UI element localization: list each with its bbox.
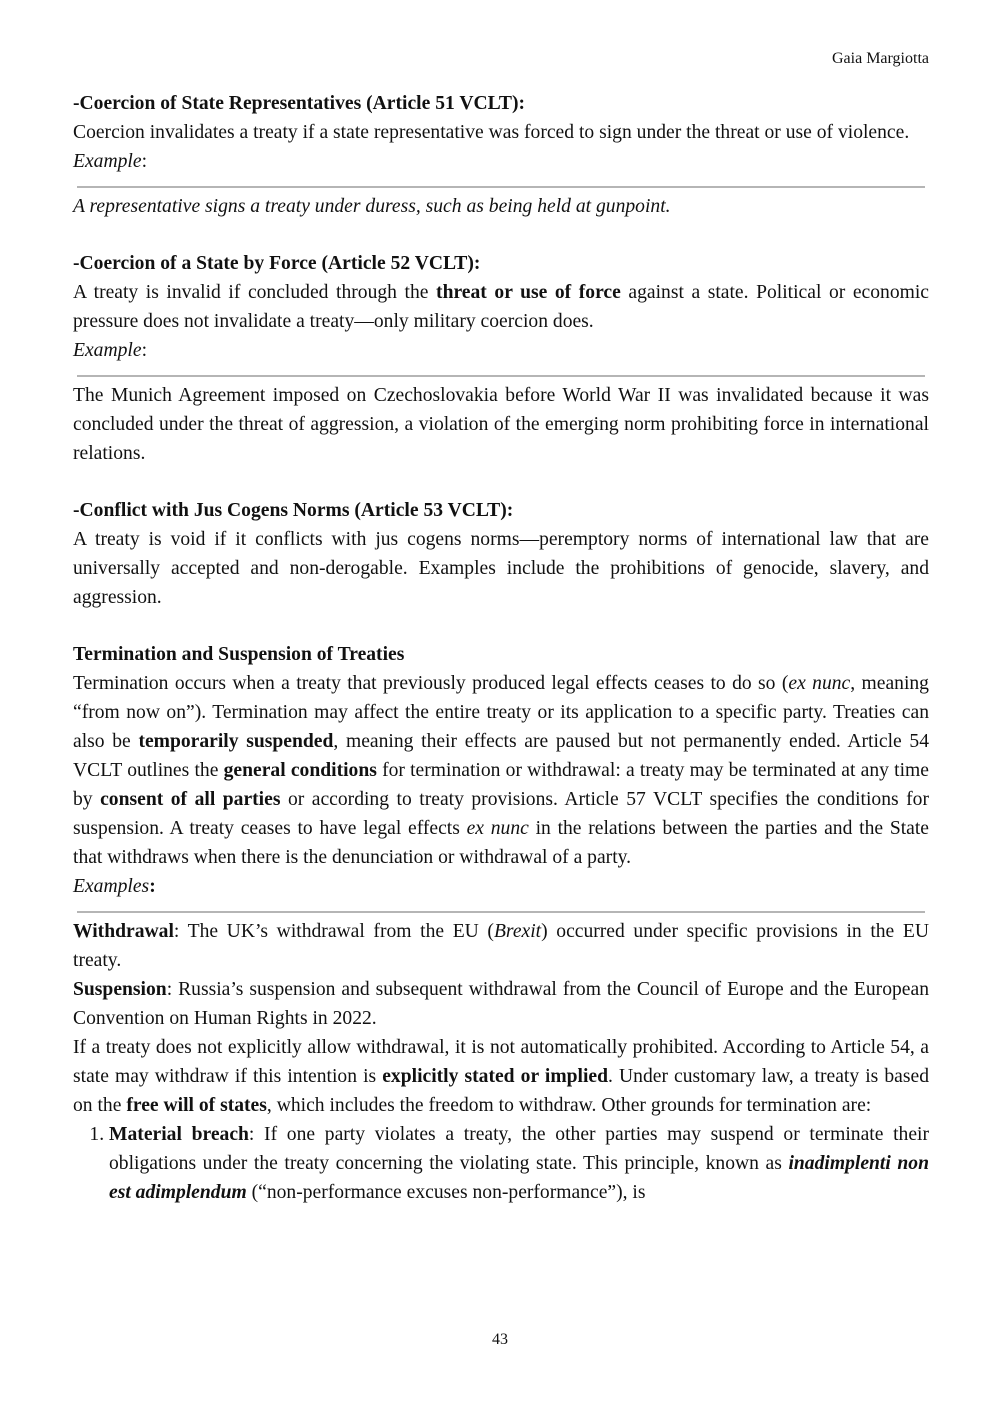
- text-run: ) occurred under specific provisions in the EU treaty.: [73, 921, 929, 971]
- text-run: If a treaty does not explicitly allow withdrawal, it is not automatically prohibited. According to Article 54, a state may withdraw if this intention is: [73, 1037, 929, 1087]
- example-label: Example: [73, 151, 142, 172]
- text-run: (“non-performance excuses non-performance”), is: [246, 1182, 646, 1203]
- text-run: . Under customary law, a treaty is based on the: [73, 1066, 929, 1116]
- example-colon: :: [141, 340, 148, 361]
- bold-text-run: temporarily suspended: [138, 731, 334, 752]
- example-label: Example: [73, 340, 142, 361]
- bold-text-run: Suspension: [73, 979, 167, 1000]
- page-number: 43: [492, 1331, 508, 1348]
- horizontal-rule: [77, 911, 925, 913]
- bold-text-run: explicitly stated or implied: [382, 1066, 609, 1087]
- examples-label-line: [73, 872, 929, 901]
- paragraph-termination: [73, 669, 929, 872]
- paragraph-jus-cogens: A treaty is void if it conflicts with jus cogens norms—peremptory norms of international law that are universally accepted and non-derogable. Examples include the prohibitions of genocide, slavery, and aggression.: [73, 529, 929, 608]
- horizontal-rule: [77, 186, 925, 188]
- section-heading-coercion-representatives: -Coercion of State Representatives (Article 51 VCLT):: [73, 93, 526, 114]
- bold-text-run: general conditions: [223, 760, 377, 781]
- section-heading-coercion-force: -Coercion of a State by Force (Article 52 VCLT):: [73, 253, 481, 274]
- bold-text-run: Withdrawal: [73, 921, 174, 942]
- bold-text-run: consent of all parties: [100, 789, 281, 810]
- text-run: , meaning their effects are paused but not permanently ended. Article 54 VCLT outlines the: [73, 731, 930, 781]
- text-run: : If one party violates a treaty, the other parties may suspend or terminate their obligations under the treaty concerning the violating state. This principle, known as: [109, 1124, 929, 1174]
- example-withdrawal: [73, 917, 929, 975]
- text-run: : Russia’s suspension and subsequent withdrawal from the Council of Europe and the European Convention on Human Rights in 2022.: [73, 979, 929, 1029]
- text-run: in the relations between the parties and the State that withdraws when there is the denunciation or withdrawal of a party.: [73, 818, 929, 868]
- text-run: or according to treaty provisions. Article 57 VCLT specifies the conditions for suspension. A treaty ceases to have legal effects: [73, 789, 929, 839]
- bold-text-run: Material breach: [109, 1124, 249, 1145]
- text-run: A treaty is invalid if concluded through the: [73, 282, 437, 303]
- italic-text-run: ex nunc: [466, 818, 529, 839]
- examples-label: Examples: [73, 876, 150, 897]
- spacer: [73, 468, 929, 496]
- example-text-coercion-representatives: A representative signs a treaty under duress, such as being held at gunpoint.: [73, 196, 671, 217]
- bold-text-run: free will of states: [126, 1095, 267, 1116]
- text-run: against a state. Political or economic pressure does not invalidate a treaty—only military coercion does.: [73, 282, 929, 332]
- text-run: , which includes the freedom to withdraw. Other grounds for termination are:: [266, 1095, 872, 1116]
- text-run: for termination or withdrawal: a treaty may be terminated at any time by: [73, 760, 929, 810]
- page-content: [73, 89, 929, 1207]
- paragraph-coercion-force: [73, 278, 929, 336]
- bold-italic-text-run: inadimplenti non est adimplendum: [109, 1153, 929, 1203]
- bold-text-run: threat or use of force: [436, 282, 621, 303]
- examples-colon: :: [149, 876, 156, 897]
- italic-text-run: Brexit: [493, 921, 542, 942]
- list-item: [109, 1120, 929, 1207]
- text-run: Termination occurs when a treaty that previously produced legal effects ceases to do so (: [73, 673, 789, 694]
- paragraph-withdrawal-rules: [73, 1033, 929, 1120]
- section-heading-termination: Termination and Suspension of Treaties: [73, 644, 405, 665]
- header-author: Gaia Margiotta: [831, 50, 929, 67]
- example-label-line: [73, 336, 929, 365]
- text-run: , meaning “from now on”). Termination may affect the entire treaty or its application to a specific party. Treaties can also be: [73, 673, 929, 752]
- termination-grounds-list: [73, 1120, 929, 1207]
- example-text-munich-agreement: The Munich Agreement imposed on Czechoslovakia before World War II was invalidated because it was concluded under the threat of aggression, a violation of the emerging norm prohibiting force in international relations.: [73, 385, 929, 464]
- example-colon: :: [141, 151, 148, 172]
- spacer: [73, 612, 929, 640]
- horizontal-rule: [77, 375, 925, 377]
- example-suspension: [73, 975, 929, 1033]
- text-run: : The UK’s withdrawal from the EU (: [173, 921, 494, 942]
- paragraph-coercion-representatives: Coercion invalidates a treaty if a state representative was forced to sign under the threat or use of violence.: [73, 122, 910, 143]
- spacer: [73, 221, 929, 249]
- italic-text-run: ex nunc: [788, 673, 851, 694]
- section-heading-jus-cogens: -Conflict with Jus Cogens Norms (Article 53 VCLT):: [73, 500, 514, 521]
- example-label-line: [73, 147, 929, 176]
